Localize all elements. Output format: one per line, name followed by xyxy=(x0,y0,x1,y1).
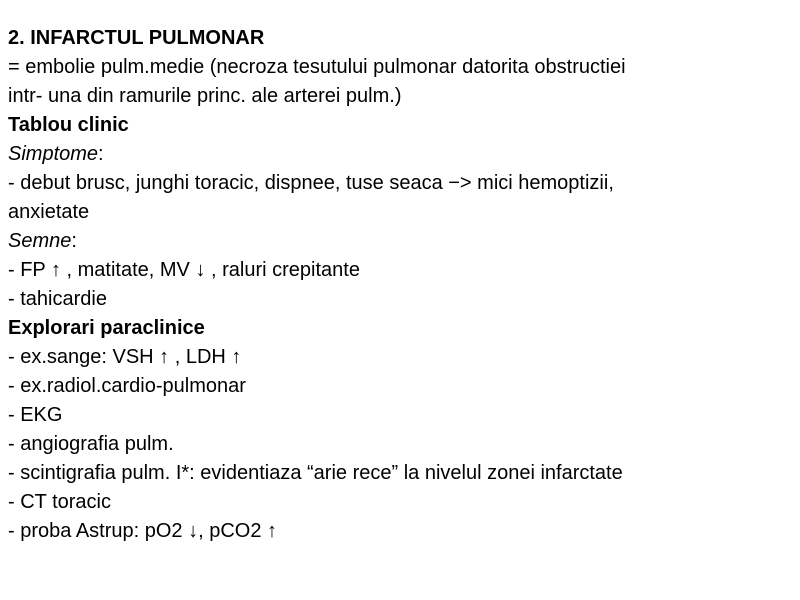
paraclinical-item: - proba Astrup: pO2 ↓, pCO2 ↑ xyxy=(8,520,278,542)
symptoms-colon: : xyxy=(98,143,104,165)
symptoms-line-2: anxietate xyxy=(8,201,90,223)
paraclinical-item: - scintigrafia pulm. I*: evidentiaza “arie rece” la nivelul zonei infarctate xyxy=(8,462,623,484)
paraclinical-item: - ex.sange: VSH ↑ , LDH ↑ xyxy=(8,346,242,368)
signs-colon: : xyxy=(71,230,77,252)
signs-item: - tahicardie xyxy=(8,288,107,310)
definition-line-1: = embolie pulm.medie (necroza tesutului pulmonar datorita obstructiei xyxy=(8,56,626,78)
slide-title: 2. INFARCTUL PULMONAR xyxy=(8,27,265,49)
signs-label: Semne xyxy=(8,230,72,252)
paraclinical-item: - EKG xyxy=(8,404,63,426)
symptoms-line-1: - debut brusc, junghi toracic, dispnee, tuse seaca −> mici hemoptizii, xyxy=(8,172,614,194)
definition-line-2: intr- una din ramurile princ. ale arterei pulm.) xyxy=(8,85,402,107)
signs-item: - FP ↑ , matitate, MV ↓ , raluri crepitante xyxy=(8,259,360,281)
paraclinical-item: - CT toracic xyxy=(8,491,111,513)
signs-label-line xyxy=(8,227,793,256)
paraclinical-item: - angiografia pulm. xyxy=(8,433,174,455)
paraclinical-item: - ex.radiol.cardio-pulmonar xyxy=(8,375,246,397)
symptoms-label: Simptome xyxy=(8,143,99,165)
clinical-heading: Tablou clinic xyxy=(8,114,129,136)
slide-content xyxy=(8,24,793,546)
paraclinical-heading: Explorari paraclinice xyxy=(8,317,205,339)
symptoms-label-line xyxy=(8,140,793,169)
